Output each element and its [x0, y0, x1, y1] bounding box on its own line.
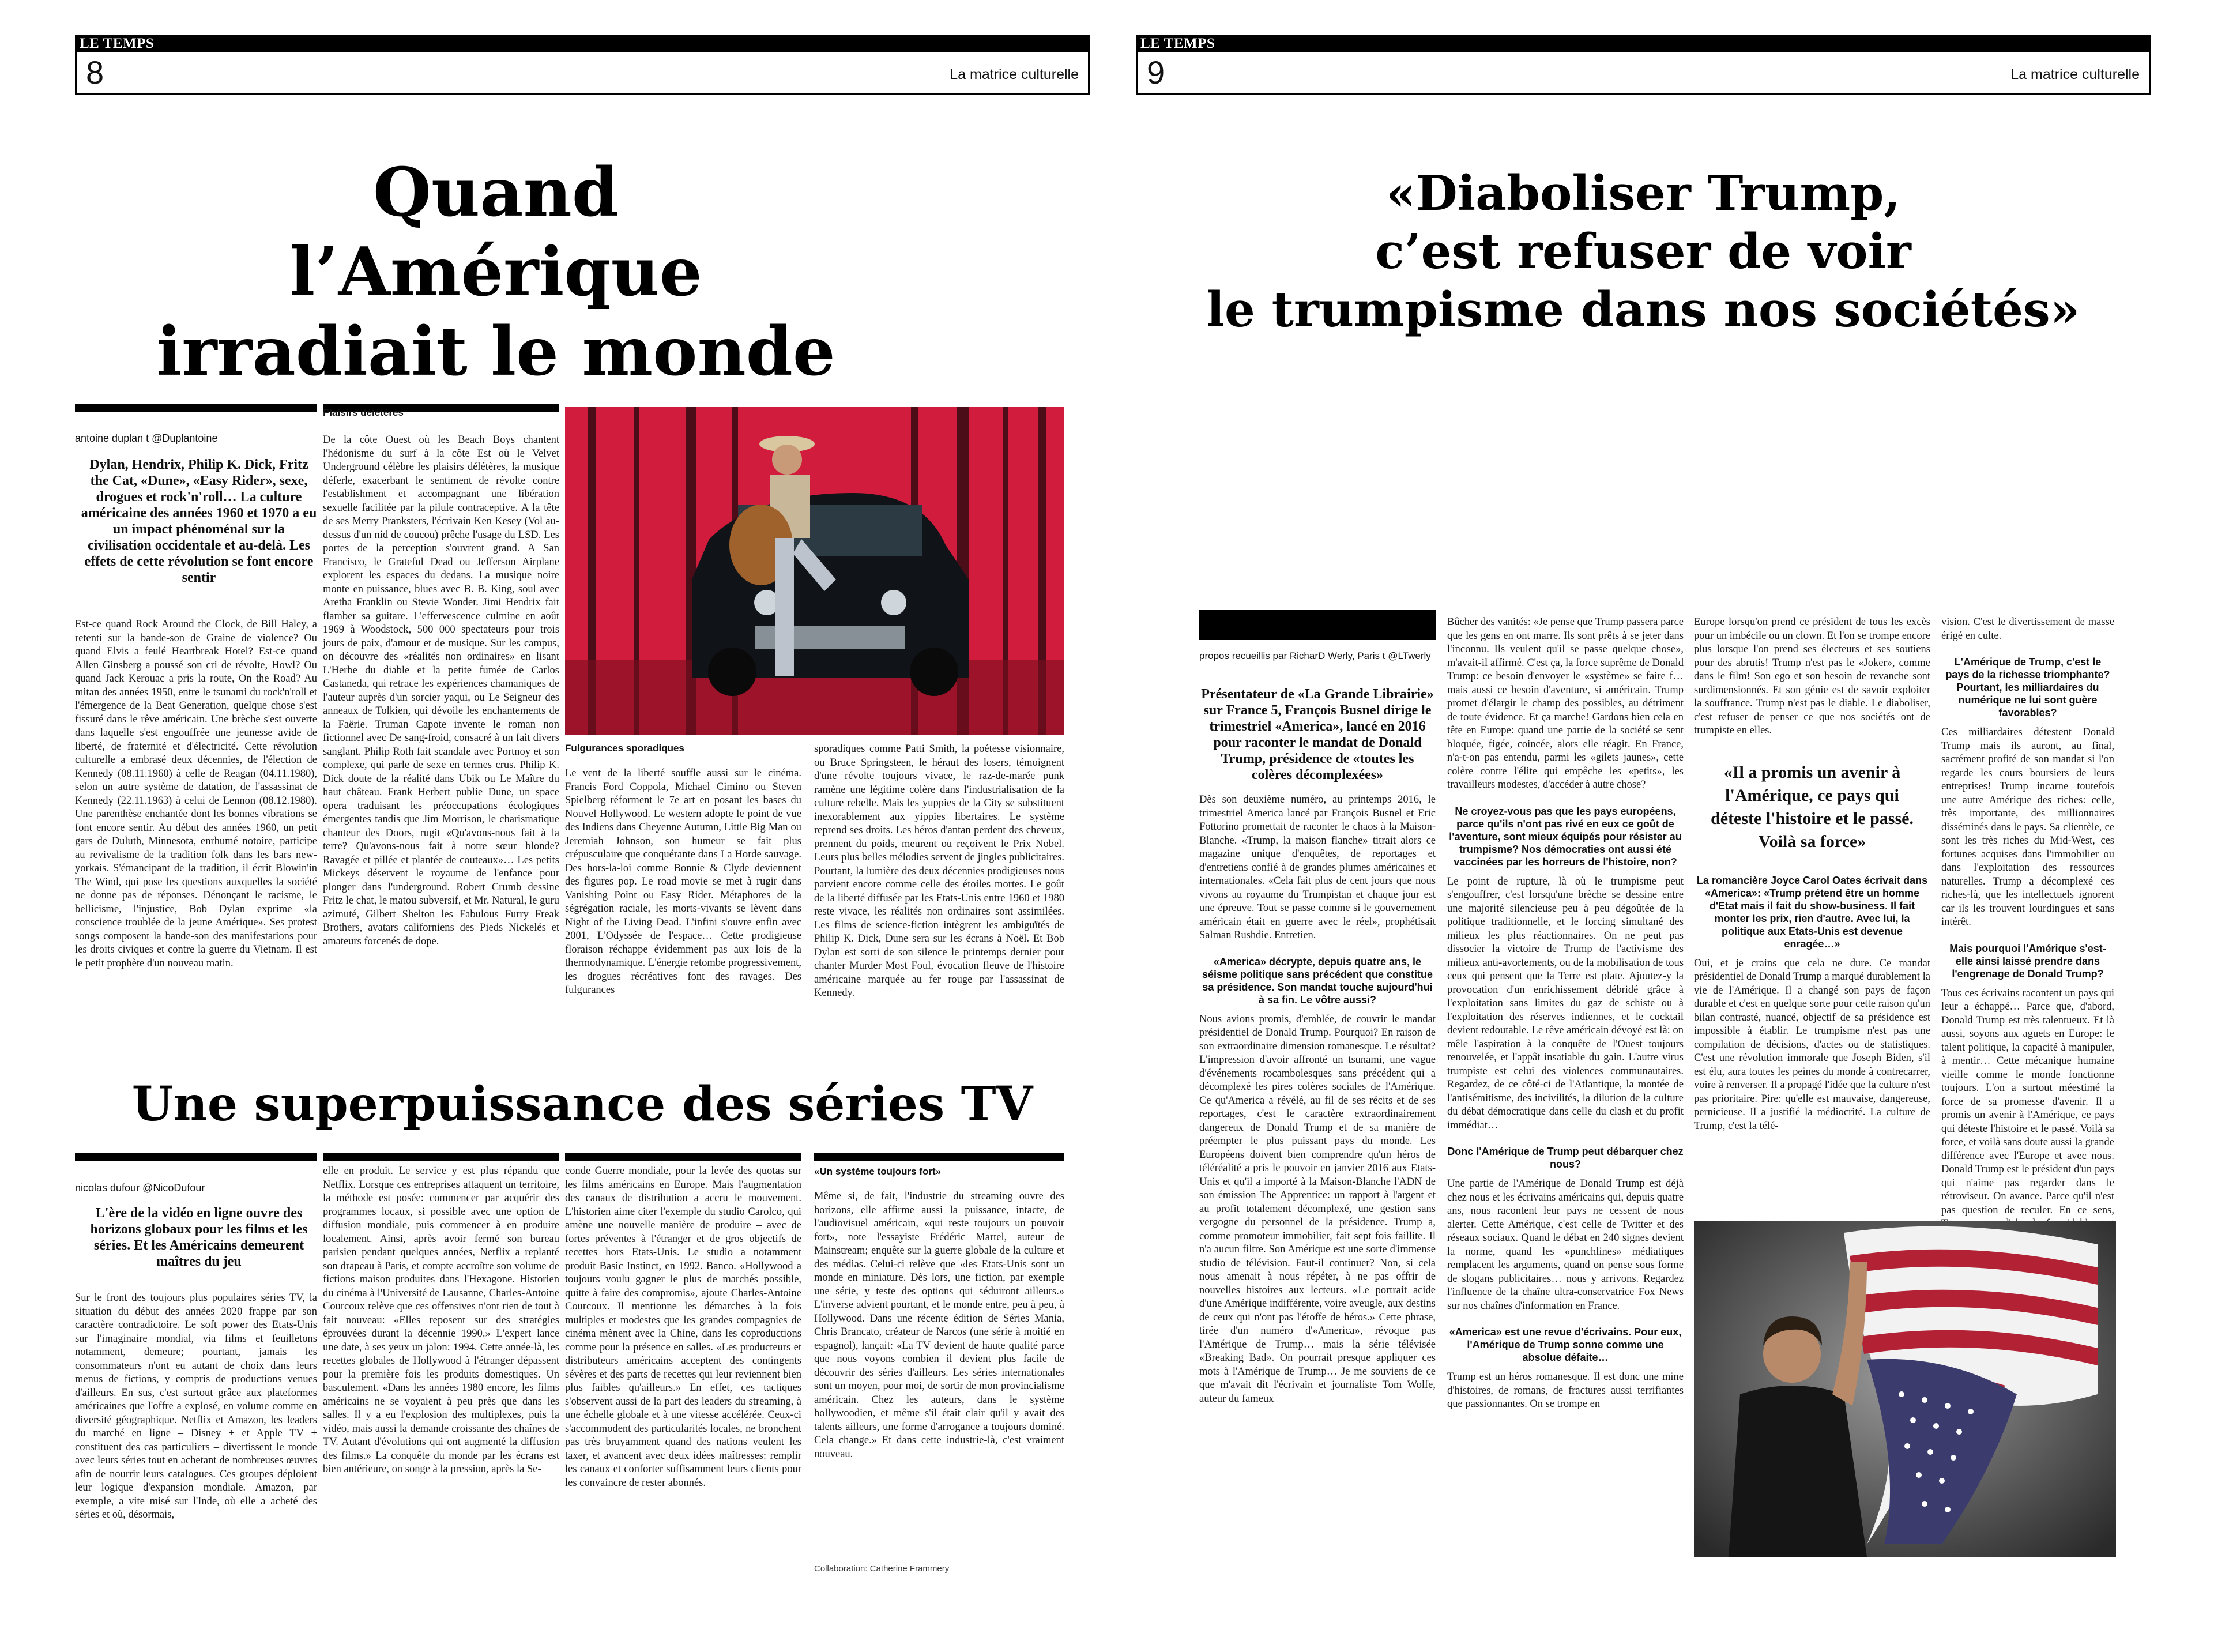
article-intro: Présentateur de «La Grande Librairie» sur France 5, François Busnel dirige le trimestriel «America», lancé en 2016 pour raconter le mandat de Donald Trump, présidence de «toutes les colères décomplexées»	[1201, 687, 1434, 782]
photo-illustration	[565, 407, 1064, 735]
interview-question: Mais pourquoi l'Amérique s'est-elle ainsi laissé prendre dans l'engrenage de Donald Trump?	[1949, 942, 2106, 980]
article-body: Oui, et je crains que cela ne dure. Ce mandat présidentiel de Donald Trump a marqué durablement la vie de l'Amérique. Il a changé son pays de façon durable et c'est en quelque sorte pour cette raison qu'un bilan contrasté, nuancé, objectif de sa présidence est impossible à établir. Le trumpisme n'est pas une compilation de décisions, d'actes ou de statistiques. C'est une révolution immorale que Joseph Biden, s'il est élu, aura toutes les peines du monde à contrecarrer, voire à renverser. Il a propagé l'idée que la culture n'est pas prioritaire. Pire: qu'elle est mauvaise, dangereuse, pernicieuse. Il a justifié la médiocrité. La culture de Trump, c'est la télé-	[1694, 957, 1930, 1132]
brand-bar	[1136, 35, 2151, 52]
interview-question: La romancière Joyce Carol Oates écrivait dans «America»: «Trump prétend être un homme d'Etat mais il fait du show-business. Il fait monter les prix, rien d'autre. Avec lui, la politique aux Etats-Unis est devenue enragée…»	[1696, 874, 1928, 950]
right-page	[1136, 0, 2151, 1652]
article-body: Trump est un héros romanesque. Il est donc une mine d'histoires, de romans, de fractures aussi terrifiantes que passionnantes. On se trompe en	[1447, 1371, 1684, 1410]
article-body: Tous ces écrivains racontent un pays qui leur a échappé… Parce que, d'abord, Donald Trump est très talentueux. Et là aussi, soyons aux aguets en Europe: le talent politique, la capacité à manipuler, à mentir… Cette mécanique humaine vieille comme le monde fonctionne toujours. L'on a surtout méestimé la force de sa promesse d'avenir. Il a promis un avenir à l'Amérique, ce pays qui déteste l'histoire et le passé. Voilà sa force, et voilà sans doute aussi la grande différence avec l'Europe et avec nous. Donald Trump est le président d'un pays qui n'aime pas regarder dans le rétroviseur. On avance. Parce qu'il n'est pas question de reculer. En ce sens,	[1941, 987, 2114, 1216]
article-column	[1941, 616, 2114, 1216]
brand-bar	[75, 35, 1090, 52]
article-body: Dès son deuxième numéro, au printemps 2016, le trimestriel America lancé par François Busnel et Eric Fottorino promettait de raconter le chaos à la Maison-Blanche. «Trump, la maison flanche» titrait alors ce magazine unique d'enquêtes, de reportages et d'entretiens confié à de grandes plumes américaines et internationales. «Cela fait plus de cent jours que nous vivons au royaume du Trumpistan et chaque jour est une épreuve. Tout se passe comme si le gouvernement américain était en guerre avec le réel», prophétisait Salman Rushdie. Entretien.	[1199, 794, 1436, 941]
column-rule	[565, 1153, 801, 1161]
article-body-column: Sur le front des toujours plus populaires séries TV, la situation du début des années 2020 frappe par son caractère contradictoire. Le soft power des Etats-Unis sur l'imaginaire mondial, via films et feuilletons notamment, demeure; pourtant, jamais les consommateurs n'ont eu autant de choix dans leurs menus de fictions, y compris de productions venues d'ailleurs. En sus, c'est surtout grâce aux plateformes américaines que l'offre a explosé, en volume comme en diversité géographique. Netflix et Amazon, les leaders du marché en ligne – Disney + et Apple TV + constituent des cas particuliers – divertissent le monde avec leurs séries tout en achetant de nombreuses œuvres afin de nourrir leurs catalogues. Ces groupes déploient leur logique d'expansion mondiale. Amazon, par exemple, a vite misé sur l'Inde, où elle a acheté des séries et où, désormais,	[75, 1292, 317, 1521]
article-body-column: sporadiques comme Patti Smith, la poétesse visionnaire, ou Bruce Springsteen, le héraut des losers, témoignent d'une révolte toujours vivace, le raz-de-marée punk ramène une légitime colère dans l'industrialisation de la culture rebelle. Mais les yuppies de la City se substituent inexorablement aux yippies libertaires. Le système reprend ses droits. Les héros d'antan perdent des cheveux, prennent du poids, meurent ou reçoivent le Prix Nobel. Leurs plus belles mélodies servent de jingles publicitaires. Pourtant, la lumière des deux décennies prodigieuses nous parvient encore comme celle des étoiles mortes. Le goût de la liberté diffusée par les Etats-Unis entre 1960 et 1980 reste vivace, les réalités non ordinaires sont assimilées. Les films de science-fiction intègrent les ambiguïtés de Philip K. Dick, Dune sera sur les écrans à Noël. Et Bob Dylan est sorti de son silence le printemps dernier pour chanter Murder Most Foul, évocation fleuve de l'histoire américaine marquée au fer rouge par l'assassinat de Kennedy.	[814, 743, 1064, 999]
article-column	[1447, 616, 1684, 1615]
article-headline	[156, 153, 836, 392]
article-body: Ces milliardaires détestent Donald Trump mais ils auront, au final, sacrément profité de son mandat si l'on regarde les cours boursiers de leurs entreprises! Trump incarne toutefois une autre Amérique des riches: celle, très importante, des millionnaires disséminés dans le pays. Sa clientèle, ce sont les très riches du Mid-West, ces fortunes acquises dans l'immobilier ou dans l'exploitation des ressources naturelles. Trump a décomplexé ces riches-là, que les intellectuels ignorent car ils les trouvent lourdingues et sans intérêt.	[1941, 727, 2114, 928]
right-masthead	[1136, 35, 2151, 97]
pull-quote: «Il a promis un avenir à l'Amérique, ce pays qui déteste l'histoire et le passé. Voilà sa force»	[1711, 762, 1914, 851]
article-body: vision. C'est le divertissement de masse érigé en culte.	[1941, 616, 2114, 642]
brand-logo: LE TEMPS	[80, 36, 155, 51]
man-with-american-flag-photo	[1694, 1221, 2116, 1557]
credit-line: Collaboration: Catherine Frammery	[814, 1564, 950, 1574]
article-body-column: De la côte Ouest où les Beach Boys chantent l'hédonisme du surf à la côte Est où le Velvet Underground célèbre les plaisirs délétères, la musique déferle, exacerbant le sentiment de révolte contre l'establishment et accompagnant une libération sexuelle facilitée par la pilule contraceptive. A la tête de ses Merry Pranksters, l'écrivain Ken Kesey (Vol au-dessus d'un nid de coucou) prêche l'usage du LSD. Les portes de la perception s'ouvrent grand. A San Francisco, le Grateful Dead ou Jefferson Airplane explorent les espaces du dedans. La musique noire monte en puissance, blues avec B. B. King, soul avec Aretha Franklin ou Stevie Wonder. Jimi Hendrix fait flamber sa guitare. L'effervescence culmine en août 1969 à Woodstock, 500 000 spectateurs pour trois jours de paix, d'amour et de musique. Sur les campus, on découvre des «réalités non ordinaires» en lisant L'Herbe du diable et la petite fumée de Carlos Castaneda, qui retrace les expériences chamaniques de l'auteur auprès d'un sorcier yaqui, ou Le Seigneur des anneaux de Tolkien, qui dévoile les enchantements de la Faërie. Truman Capote invente le roman non fictionnel avec De sang-froid, consacré à un fait divers sanglant. Philip Roth fait scandale avec Portnoy et son complexe, qui parle de sexe en termes crus. Philip K. Dick doute de la réalité dans Ubik ou Le Maître du haut château. Frank Herbert publie Dune, un space opera traduisant les préoccupations écologiques émergentes tandis que Jim Morrison, le charismatique chanteur des Doors, rugit «Qu'avons-nous fait à la terre? Qu'avons-nous fait à notre sœur blonde? Ravagée et pillée et plantée de couteaux»… Les petits Mickeys déservent le royaume de l'enfance pour plonger dans l'underground. Robert Crumb dessine Fritz le chat, le matou subversif, et Mr. Natural, le guru azimuté, Gilbert Shelton les Fabulous Furry Freak Brothers, avatars californiens des Pieds Nickelés et amateurs forcenés de dope.	[323, 434, 559, 947]
interview-question: Donc l'Amérique de Trump peut débarquer chez nous?	[1447, 1146, 1684, 1170]
article-body-column: conde Guerre mondiale, pour la levée des quotas sur les films américains en Europe. Mais l'augmentation des canaux de distribution a accru le mouvement. L'historien aime citer l'exemple du studio Carolco, qui amène une nouvelle manière de produire – avec de fortes préventes à l'étranger et de gros objectifs de recettes hors Etats-Unis. Le studio a notamment produit Basic Instinct, en 1992. Banco. «Hollywood a toujours voulu gagner le plus de marchés possible, quitte à faire des compromis», ajoute Charles-Antoine Courcoux. Il mentionne les démarches à la fois multiples et modestes que les grandes compagnies de cinéma mènent avec la Chine, dans les coproductions comme pour la présence en salles. «Les producteurs et distributeurs américains acceptent des contingents sévères et des parts de recettes qui leur reviennent bien plus faibles qu'ailleurs.» En effet, ces tactiques s'observent aussi de la part des leaders du streaming, à une échelle globale et à une vitesse accélérée. Ceux-ci s'accommodent des particularités locales, ne bronchent pas très bruyamment quand des nations veulent les taxer, et avancent avec deux idées maîtresses: remplir les canaux et conforter suffisamment leurs clients pour les convaincre de rester abonnés.	[565, 1165, 801, 1489]
page-number: 8	[86, 54, 104, 91]
photo-illustration	[1694, 1221, 2116, 1557]
article-body: Europe lorsqu'on prend ce président de tous les excès pour un imbécile ou un clown. Et l'on se trompe encore plus lorsque l'on prend ses électeurs et ses soutiens pour des abrutis! Trump n'est pas le «Joker», comme dans le film! Son ego et son besoin de revanche sont surdimensionnés. Et son génie est de savoir exploiter la souffrance. Trump n'est pas le diable. Le diaboliser, c'est refuser de penser ce que nos sociétés ont de trumpiste en elles.	[1694, 616, 1930, 736]
subheading: «Un système toujours fort»	[814, 1166, 942, 1177]
article-column	[1199, 686, 1436, 1615]
article-body: Une partie de l'Amérique de Donald Trump est déjà chez nous et les écrivains américains qui, depuis quatre ans, nous racontent leur pays ne cessent de nous alerter. Cette Amérique, c'est celle de Twitter et des réseaux sociaux. Quand le débat en 240 signes devient la norme, quand les «punchlines» médiatiques remplacent les arguments, quand on pense sous forme de slogans publicitaires… nous y arrivons. Regardez l'influence de la chaîne ultra-conservatrice Fox News sur nos chaînes d'information en France.	[1447, 1178, 1684, 1312]
headline-line: «Diaboliser Trump,	[1385, 165, 1901, 221]
section-title: La matrice culturelle	[2010, 66, 2140, 82]
brand-logo: LE TEMPS	[1140, 36, 1215, 51]
article-body-column: Le vent de la liberté souffle aussi sur le cinéma. Francis Ford Coppola, Michael Cimino ou Steven Spielberg réforment le 7e art en posant les bases du Nouvel Hollywood. Le western adopte le point de vue des Indiens dans Cheyenne Autumn, Little Big Man ou Jeremiah Johnson, son humeur se fait plus crépusculaire que conquérante dans La Horde sauvage. Des hors-la-loi comme Bonnie & Clyde deviennent des figures pop. Le road movie se met à rugir dans Vanishing Point ou Easy Rider. Métaphores de la ségrégation raciale, les morts-vivants se lèvent dans Night of the Living Dead. L'infini s'ouvre enfin avec 2001, L'Odyssée de l'espace… Cette prodigieuse floraison réchappe évidemment pas aux lois de la thermodynamique. L'énergie retombe progressivement, les drogues récréatives font des ravages. Des fulgurances	[565, 767, 801, 996]
page-number: 9	[1147, 54, 1165, 91]
article-intro: Dylan, Hendrix, Philip K. Dick, Fritz the Cat, «Dune», «Easy Rider», sexe, drogues et rock'n'roll… La culture américaine des années 1960 et 1970 a eu un impact phénoménal sur la civilisation occidentale et au-delà. Les effets de cette révolution se font encore sentir	[81, 457, 317, 585]
article-body-column: Même si, de fait, l'industrie du streaming ouvre des horizons, elle affirme aussi la puissance, intacte, de l'audiovisuel américain, «qui reste toujours un pouvoir fort», note l'essayiste Frédéric Martel, auteur de Mainstream; enquête sur la guerre globale de la culture et des médias. Celui-ci relève que «les Etats-Unis sont un monde en miniature. Dès lors, une fiction, par exemple une série, y teste des options qui séduiront ailleurs.» L'inverse advient pourtant, et le monde entre, peu à peu, à Hollywood. Dans une récente édition de Séries Mania, Chris Brancato, créateur de Narcos (une série à moitié en espagnol), lançait: «La TV devient de haute qualité parce que nous voyons combien il devient plus facile de découvrir des séries d'ailleurs. Les séries internationales sont un moyen, pour moi, de sortir de mon provincialisme américain. Chez les auteurs, dans le système hollywoodien, et même s'il était clair qu'il y avait des talents ailleurs, une forme d'arrogance a toujours dominé. Cela change.» Et dans cette industrie-là, c'est vraiment nouveau.	[814, 1191, 1064, 1460]
article-body: Le point de rupture, là où le trumpisme peut s'engouffrer, c'est lorsqu'une brèche se dessine entre une majorité silencieuse peu à peu dégoûtée de la politique traditionnelle, et le forcing simultané des milieux les plus réactionnaires. On ne peut pas dissocier la victoire de Trump de l'activisme des milieux anti-avortements, ou de la mobilisation de tous ceux qui pensent que la Terre est plate. Ajoutez-y la provocation d'un enrichissement débridé grâce à l'exploitation sans limites du gaz de schiste ou à l'exploitation des réserves indiennes, et le cocktail devient redoutable. Le rêve américain dévoyé est là: on mêle l'aspiration à la conquête de l'Ouest toujours renouvelée, et l'appât insatiable du gain. L'autre virus trumpiste est celui des violences communautaires. Regardez, de ce côté-ci de l'Atlantique, la montée de l'antisémitisme, des incivilités, la dilution de la culture du débat démocratique dans celle du clash et du profit immédiat…	[1447, 875, 1684, 1131]
left-masthead	[75, 35, 1090, 97]
column-rule	[75, 404, 317, 412]
folio-box	[75, 52, 1090, 95]
column-rule	[1199, 610, 1436, 640]
article-body: Bûcher des vanités: «Je pense que Trump passera parce que les gens en ont marre. Ils sont prêts à se jeter dans l'inconnu. Ils veulent qu'il se passe quelque chose», m'avait-il affirmé. C'est ça, la force suprême de Donald Trump: ce besoin d'envoyer le «système» se faire f… mais aussi ce besoin d'aventure, si américain. Trump promet d'élargir le champ des possibles, au détriment de toute évidence. Et ça marche! Gardons bien cela en tête en Europe: quand une partie de la société se sent bloquée, figée, coincée, alors elle réagit. En France, n'a-t-on pas entendu, parmi les «gilets jaunes», cette colère contre l'élite qui empêche les «petits», les travailleurs modestes, d'accéder à autre chose?	[1447, 616, 1684, 791]
interview-question: «America» décrypte, depuis quatre ans, le séisme politique sans précédent que constitue sa présidence. Son mandat touche aujourd'hui à sa fin. Le vôtre aussi?	[1202, 955, 1433, 1006]
headline-line: irradiait le monde	[156, 313, 835, 391]
headline-line: Quand l’Amérique	[289, 153, 702, 311]
article-intro: L'ère de la vidéo en ligne ouvre des horizons globaux pour les films et les séries. Et les Américains demeurent maîtres du jeu	[90, 1206, 308, 1269]
article-column	[1694, 616, 1930, 1210]
column-rule	[323, 1153, 559, 1161]
interview-question: Ne croyez-vous pas que les pays européens, parce qu'ils n'ont pas rivé en eux ce goût de l'aventure, sont mieux équipés pour résister au trumpisme? Nos démocraties ont aussi été vaccinées par les horreurs de l'histoire, non?	[1449, 805, 1682, 868]
byline: antoine duplan t @Duplantoine	[75, 432, 218, 444]
article-body-column: Est-ce quand Rock Around the Clock, de Bill Haley, a retenti sur la bande-son de Graine de violence? Ou quand Elvis a feulé Heartbreak Hotel? Est-ce quand Allen Ginsberg a poussé son cri de révolte, Howl? Ou quand Jack Kerouac a pris la route, On the Road? Au mitan des années 1950, entre le tsunami du rock'n'roll et l'émergence de la Beat Generation, quelque chose s'est fissuré dans le rêve américain. Une brèche s'est ouverte dans laquelle s'est engouffrée une jeunesse avide de liberté, de fraternité et d'électricité. Cette révolution culturelle a embrasé deux décennies, de l'élection de Kennedy (08.11.1960) à celle de Reagan (04.11.1980), selon un autre système de datation, de l'assassinat de Kennedy (22.11.1963) à celui de Lennon (08.12.1980). Une parenthèse enchantée dont les bonnes vibrations se font encore sentir. Au début des années 1960, un petit gars de Duluth, Minnesota, enrhumé notoire, participe au revivalisme de la tradition folk dans les bars new-yorkais. S'émancipant de la tradition, il écrit Blowin'in The Wind, qui pose les questions auxquelles la société ne donne pas de réponses. Dénonçant le racisme, le bellicisme, l'injustice, Bob Dylan exprime «la conscience troublée de la jeune Amérique». Ses protest songs composent la bande-son des manifestations pour les droits civiques et contre la guerre du Vietnam. Il est le petit prophète d'un nouveau matin.	[75, 619, 317, 969]
interview-question: L'Amérique de Trump, c'est le pays de la richesse triomphante? Pourtant, les milliardaires du numérique ne lui sont guère favorables?	[1945, 656, 2110, 718]
article-body: Nous avions promis, d'emblée, de couvrir le mandat présidentiel de Donald Trump. Pourquoi? En raison de son extraordinaire dimension romanesque. Le résultat? L'impression d'avoir affronté un tsunami, une vague d'événements rocambolesques sans précédent qui a décomplexé les pires colères sociales de l'Amérique. Ce qu'America a révélé, au fil de ses récits et de ses reportages, c'est le caractère extraordinairement dangereux de Donald Trump et de sa manière de préempter le plus puissant pays du monde. Les Européens doivent bien comprendre qu'un héros de téléréalité a pris le pouvoir en janvier 2016 aux Etats-Unis et qu'il a importé à la Maison-Blanche l'ADN de son émission The Apprentice: un rapport à l'argent et au profit totalement décomplexé, une gestion sans vergogne du personnel de la présidence. Trump a, comme promoteur immobilier, fait sept fois faillite. Il n'a aucun filtre. Son Amérique est une sorte d'immense studio de télévision. Faut-il continuer? Non, si cela nous amenait à nous répéter, à ne pas offrir de nouvelles histoires aux lecteurs. «Le portrait acide d'une Amérique indifférente, voire aveugle, aux destins de ceux qui n'ont pas l'étoffe de héros.» Cette phrase, tirée d'un numéro d'«America», révoque pas l'Amérique de Trump… mais la série télévisée «Breaking Bad». On pourrait presque appliquer ces mots à l'Amérique de Trump… Je me souviens de ce que m'avait dit l'écrivain et journaliste Tom Wolfe, auteur du fameux	[1199, 1013, 1436, 1405]
section-title: La matrice culturelle	[950, 66, 1079, 82]
headline-line: c’est refuser de voir	[1375, 223, 1911, 280]
subheading: Fulgurances sporadiques	[565, 743, 684, 754]
subheading: Plaisirs délétères	[323, 407, 404, 418]
article-headline: Une superpuissance des séries TV	[131, 1077, 1033, 1132]
column-rule	[814, 1153, 1064, 1161]
interview-question: «America» est une revue d'écrivains. Pour eux, l'Amérique de Trump sonne comme une absolue défaite…	[1449, 1326, 1682, 1363]
article-headline	[1136, 164, 2151, 339]
left-page	[75, 0, 1090, 1652]
byline: nicolas dufour @NicoDufour	[75, 1182, 205, 1194]
byline: propos recueillis par RicharD Werly, Paris t @LTwerly	[1199, 650, 1431, 661]
musician-with-guitar-photo	[565, 407, 1064, 735]
column-rule	[75, 1153, 317, 1161]
article-body-column: elle en produit. Le service y est plus répandu que Netflix. Lorsque ces entreprises attaquent un territoire, la méthode est posée: commencer par acquérir des programmes locaux, si possible avec une option de diffusion mondiale, puis commencer à en produire localement. Ainsi, après avoir fermé son bureau parisien pendant quelques années, Netflix a replanté son drapeau à Paris, et compte accroître son volume de fictions maison produites dans l'Hexagone. Historien du cinéma à l'Université de Lausanne, Charles-Antoine Courcoux relève que ces offensives n'ont rien de tout à fait nouveau: «Elles reposent sur des stratégies éprouvées durant la décennie 1990.» L'expert lance une date, à ses yeux un jalon: 1994. Cette année-là, les recettes globales de Hollywood à l'étranger dépassent pour la première fois les produits domestiques. Un basculement. «Dans les années 1980 encore, les films américains ne se voyaient à peu près que dans les salles. Il y a eu l'explosion des multiplexes, puis la vidéo, mais aussi la demande croissante des chaînes de TV. Autant d'évolutions qui ont augmenté la diffusion des films.» La conquête du monde par les écrans est bien antérieure, on songe à la pression, après la Se-	[323, 1165, 559, 1475]
folio-box	[1136, 52, 2151, 95]
headline-line: le trumpisme dans nos sociétés»	[1206, 281, 2080, 338]
